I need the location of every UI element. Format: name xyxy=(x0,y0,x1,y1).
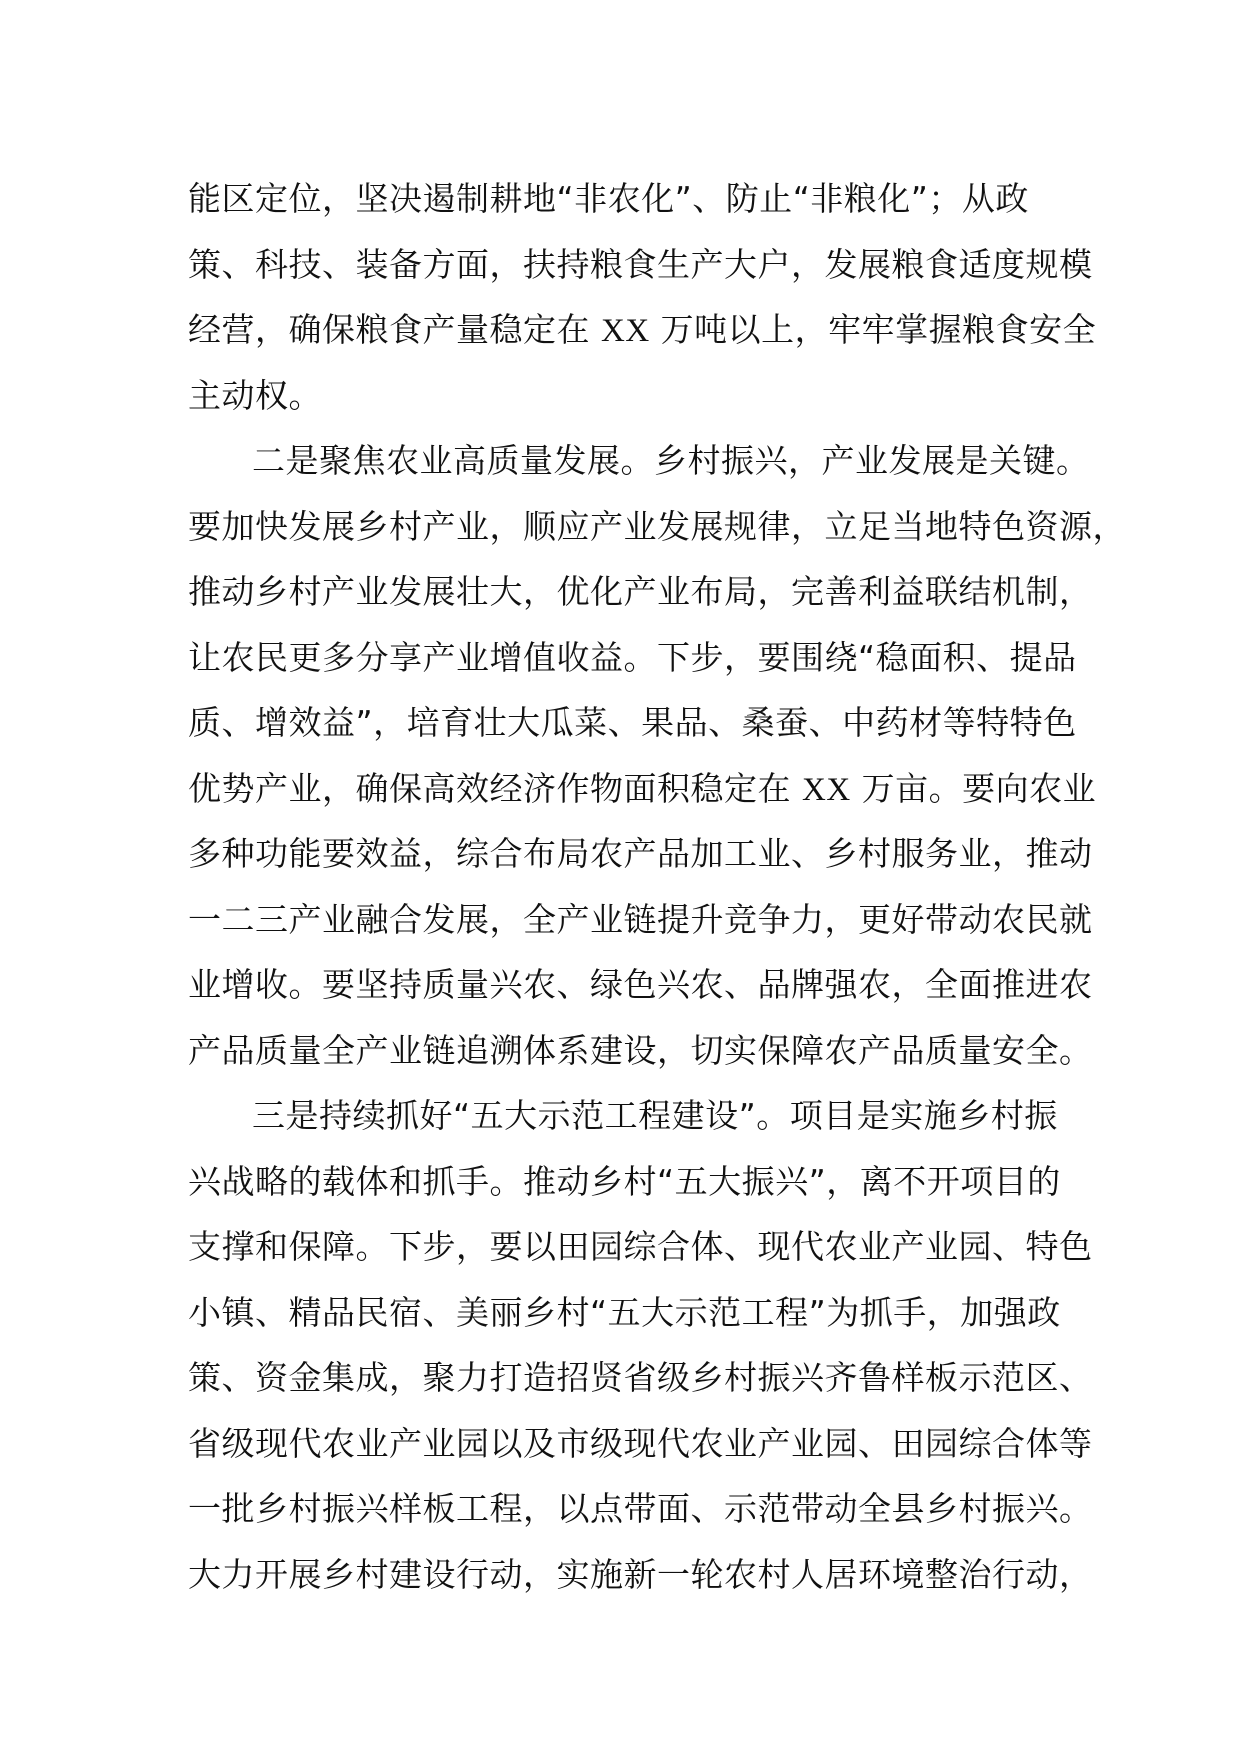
text-line: 支撑和保障。下步，要以田园综合体、现代农业产业园、特色 xyxy=(188,1227,1093,1266)
placeholder-text: XX xyxy=(802,771,851,808)
text-line: 产品质量全产业链追溯体系建设，切实保障农产品质量安全。 xyxy=(188,1030,1093,1070)
text-line: 一批乡村振兴样板工程，以点带面、示范带动全县乡村振兴。 xyxy=(188,1489,1093,1528)
text-line: 主动权。 xyxy=(188,375,322,415)
text-line: 要加快发展乡村产业，顺应产业发展规律，立足当地特色资源， xyxy=(188,506,1126,546)
text-line: 省级现代农业产业园以及市级现代农业产业园、田园综合体等 xyxy=(188,1423,1093,1463)
text-line: 大力开展乡村建设行动，实施新一轮农村人居环境整治行动， xyxy=(188,1554,1093,1594)
text-line: 能区定位，坚决遏制耕地“非农化”、防止“非粮化”；从政 xyxy=(188,179,1029,218)
text-line: 经营，确保粮食产量稳定在 XX 万吨以上，牢牢掌握粮食安全 xyxy=(188,310,1097,349)
placeholder-text: XX xyxy=(601,313,650,349)
text-line: 多种功能要效益，综合布局农产品加工业、乡村服务业，推动 xyxy=(188,834,1093,873)
text-line: 让农民更多分享产业增值收益。下步，要围绕“稳面积、提品 xyxy=(188,637,1077,677)
text-line: 推动乡村产业发展壮大，优化产业布局，完善利益联结机制， xyxy=(188,572,1093,611)
text-line: 策、科技、装备方面，扶持粮食生产大户，发展粮食适度规模 xyxy=(188,244,1093,284)
text-line: 小镇、精品民宿、美丽乡村“五大示范工程”为抓手，加强政 xyxy=(188,1292,1061,1332)
text-line: 三是持续抓好“五大示范工程建设”。项目是实施乡村振 xyxy=(252,1096,1058,1135)
text-line: 优势产业，确保高效经济作物面积稳定在 XX 万亩。要向农业 xyxy=(188,768,1097,808)
text-line: 策、资金集成，聚力打造招贤省级乡村振兴齐鲁样板示范区、 xyxy=(188,1358,1093,1397)
text-line: 二是聚焦农业高质量发展。乡村振兴，产业发展是关键。 xyxy=(252,441,1090,480)
text-line: 质、增效益”，培育壮大瓜菜、果品、桑蚕、中药材等特特色 xyxy=(188,703,1077,742)
text-line: 一二三产业融合发展，全产业链提升竞争力，更好带动农民就 xyxy=(188,899,1093,939)
text-line: 业增收。要坚持质量兴农、绿色兴农、品牌强农，全面推进农 xyxy=(188,965,1093,1004)
text-line: 兴战略的载体和抓手。推动乡村“五大振兴”，离不开项目的 xyxy=(188,1161,1061,1201)
body-text xyxy=(188,166,1126,1607)
